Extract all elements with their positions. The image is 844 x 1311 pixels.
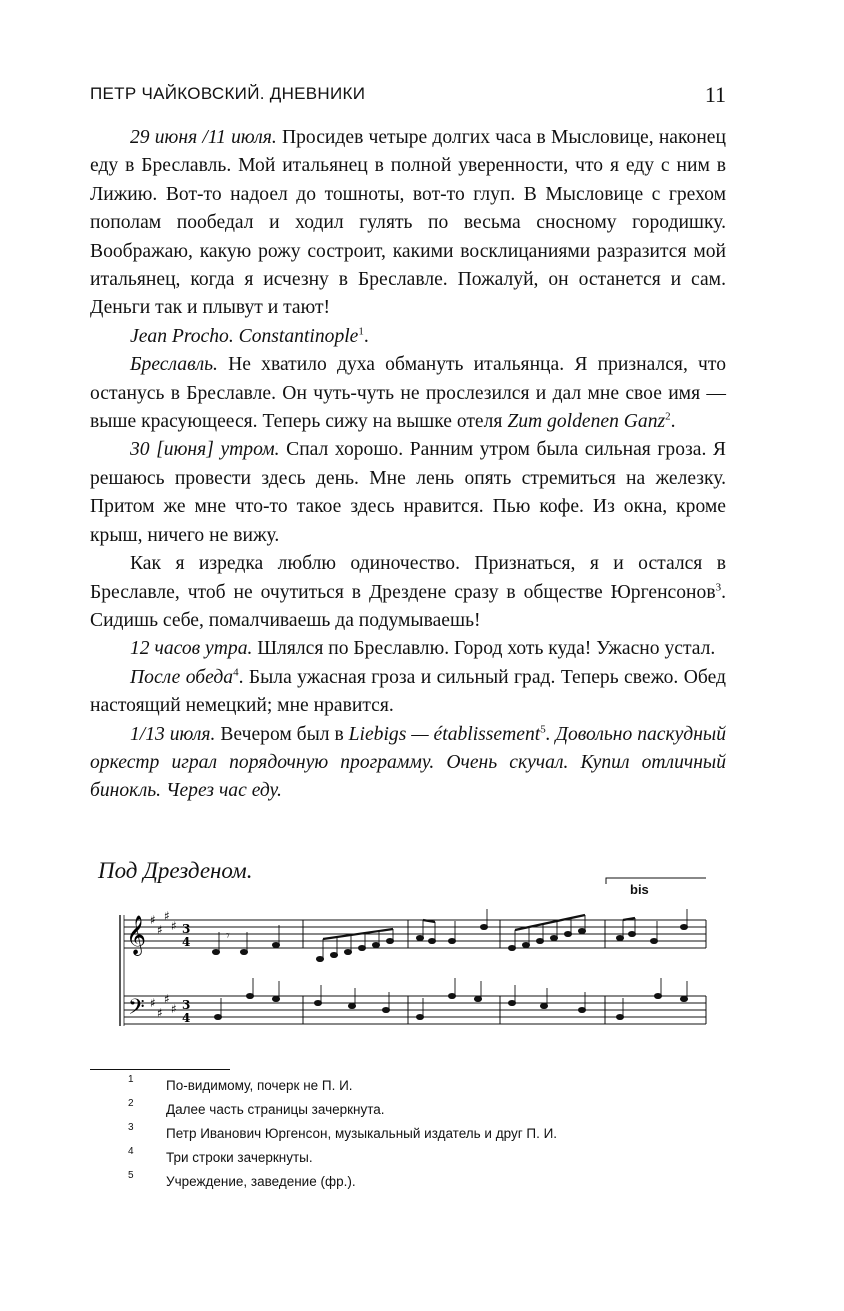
entry-text: . Сидишь себе, помалчиваешь да подумываешь!	[90, 581, 726, 631]
entry-date: Бреславль.	[130, 354, 218, 376]
footnote-ref: 3	[715, 580, 722, 593]
entry-date: 12 часов утра.	[130, 638, 253, 660]
page-number: 11	[704, 82, 726, 107]
svg-text:♯: ♯	[150, 996, 156, 1010]
running-title: ПЕТР ЧАЙКОВСКИЙ. ДНЕВНИКИ	[90, 84, 366, 103]
place-name: Liebigs — établissement	[348, 723, 541, 745]
repeat-bracket	[606, 878, 706, 884]
entry-text: . Довольно паскудный оркестр играл порядочную программу. Очень скучал. Купил отличный бинокль. Через час еду.	[90, 723, 727, 802]
footnote-ref: 1	[358, 325, 364, 338]
paragraph-2	[90, 323, 726, 351]
time-signature-bottom: 4	[182, 935, 191, 949]
footnote-text: По-видимому, почерк не П. И.	[166, 1078, 353, 1093]
svg-text:♯: ♯	[171, 1002, 177, 1016]
entry-text: Спал хорошо. Ранним утром была сильная гроза. Я решаюсь провести здесь день. Мне лень опять стремиться на железку. Притом же мне что-то такое здесь нравится. Пью кофе. Из окна, кроме крыш, ничего не вижу.	[90, 439, 726, 546]
paragraph-5	[90, 550, 726, 635]
entry-text: Не хватило духа обмануть итальянца. Я признался, что останусь в Бреславле. Он чуть-чуть не прослезился и дал мне свое имя — выше красующееся. Теперь сижу на вышке отеля	[90, 354, 726, 433]
svg-text:𝄾: 𝄾	[226, 928, 230, 944]
entry-text: Шлялся по Бреславлю. Город хоть куда! Ужасно устал.	[252, 638, 716, 660]
time-signature-bottom: 4	[182, 1011, 191, 1025]
music-example	[98, 858, 718, 1038]
treble-staff	[124, 920, 706, 948]
paragraph-3	[90, 351, 726, 436]
footnote-ref: 5	[540, 723, 546, 735]
time-signature-top: 3	[182, 922, 191, 936]
footnote-number: 3	[128, 1122, 134, 1133]
key-signature-treble	[150, 909, 177, 937]
treble-notes	[212, 909, 687, 962]
paragraph-6	[90, 635, 726, 663]
music-caption: Под Дрезденом.	[98, 858, 253, 883]
footnote	[90, 1074, 730, 1100]
treble-clef-icon: 𝄞	[126, 915, 147, 955]
footnote-text: Петр Иванович Юргенсон, музыкальный издатель и друг П. И.	[166, 1126, 558, 1141]
svg-text:♯: ♯	[164, 992, 170, 1006]
footnote-text: Учреждение, заведение (фр.).	[166, 1174, 356, 1189]
footnote	[90, 1098, 730, 1124]
svg-text:♯: ♯	[150, 913, 156, 927]
entry-text: .	[363, 325, 369, 347]
footnote	[90, 1122, 730, 1148]
bis-label: bis	[630, 882, 649, 897]
time-signature-top: 3	[182, 998, 191, 1012]
footnote-number: 1	[128, 1074, 134, 1085]
inscription-text: Jean Procho. Constantinople	[130, 325, 359, 347]
paragraph-4	[90, 436, 726, 550]
footnote-ref: 4	[233, 666, 239, 679]
svg-text:♯: ♯	[157, 923, 163, 937]
bass-notes	[214, 978, 687, 1020]
entry-date: 1/13 июля.	[130, 723, 216, 745]
entry-date: 29 июня /11 июля.	[130, 127, 277, 148]
paragraph-1	[90, 124, 726, 323]
footnote	[90, 1170, 730, 1196]
svg-text:♯: ♯	[164, 909, 170, 923]
barlines	[303, 920, 706, 1024]
diary-text	[90, 124, 726, 806]
hotel-name: Zum goldenen Ganz	[507, 411, 666, 433]
footnote-number: 4	[128, 1146, 134, 1157]
footnote-text: Далее часть страницы зачеркнута.	[166, 1102, 385, 1117]
running-header	[90, 82, 730, 112]
footnote-divider	[90, 1069, 230, 1070]
entry-text: Вечером был в	[215, 723, 349, 745]
footnote-number: 5	[128, 1170, 134, 1181]
footnote	[90, 1146, 730, 1172]
footnote-number: 2	[128, 1098, 134, 1109]
paragraph-8	[90, 721, 726, 806]
entry-text: Как я изредка люблю одиночество. Признаться, я и остался в Бреславле, чтоб не очутиться в Дрездене сразу в обществе Юргенсонов	[90, 553, 726, 603]
svg-text:♯: ♯	[157, 1006, 163, 1020]
svg-text:♯: ♯	[171, 919, 177, 933]
footnote-text: Три строки зачеркнуты.	[166, 1150, 313, 1165]
entry-date: После обеда	[130, 666, 234, 688]
footnote-ref: 2	[665, 410, 671, 423]
entry-text: Просидев четыре долгих часа в Мысловице, наконец еду в Бреславль. Мой итальянец в полной уверенности, что я еду с ним в Лижию. Вот-то надоел до тошноты, вот-то глуп. В Мысловице с грехом пополам пообедал и ходил гулять по весьма сносному городишку. Воображаю, какую рожу состроит, какими восклицаниями разразится мой итальянец, когда я исчезну в Бреславле. Пожалуй, он останется и сам. Деньги так и плывут и тают!	[90, 127, 726, 319]
entry-text: . Была ужасная гроза и сильный град. Теперь свежо. Обед настоящий немецкий; мне нравится.	[90, 666, 726, 717]
bass-clef-icon: 𝄢	[128, 995, 145, 1025]
entry-text: .	[670, 411, 676, 433]
music-score	[98, 858, 718, 1038]
entry-date: 30 [июня] утром.	[130, 439, 280, 461]
paragraph-7	[90, 664, 726, 721]
footnotes	[90, 1074, 730, 1198]
